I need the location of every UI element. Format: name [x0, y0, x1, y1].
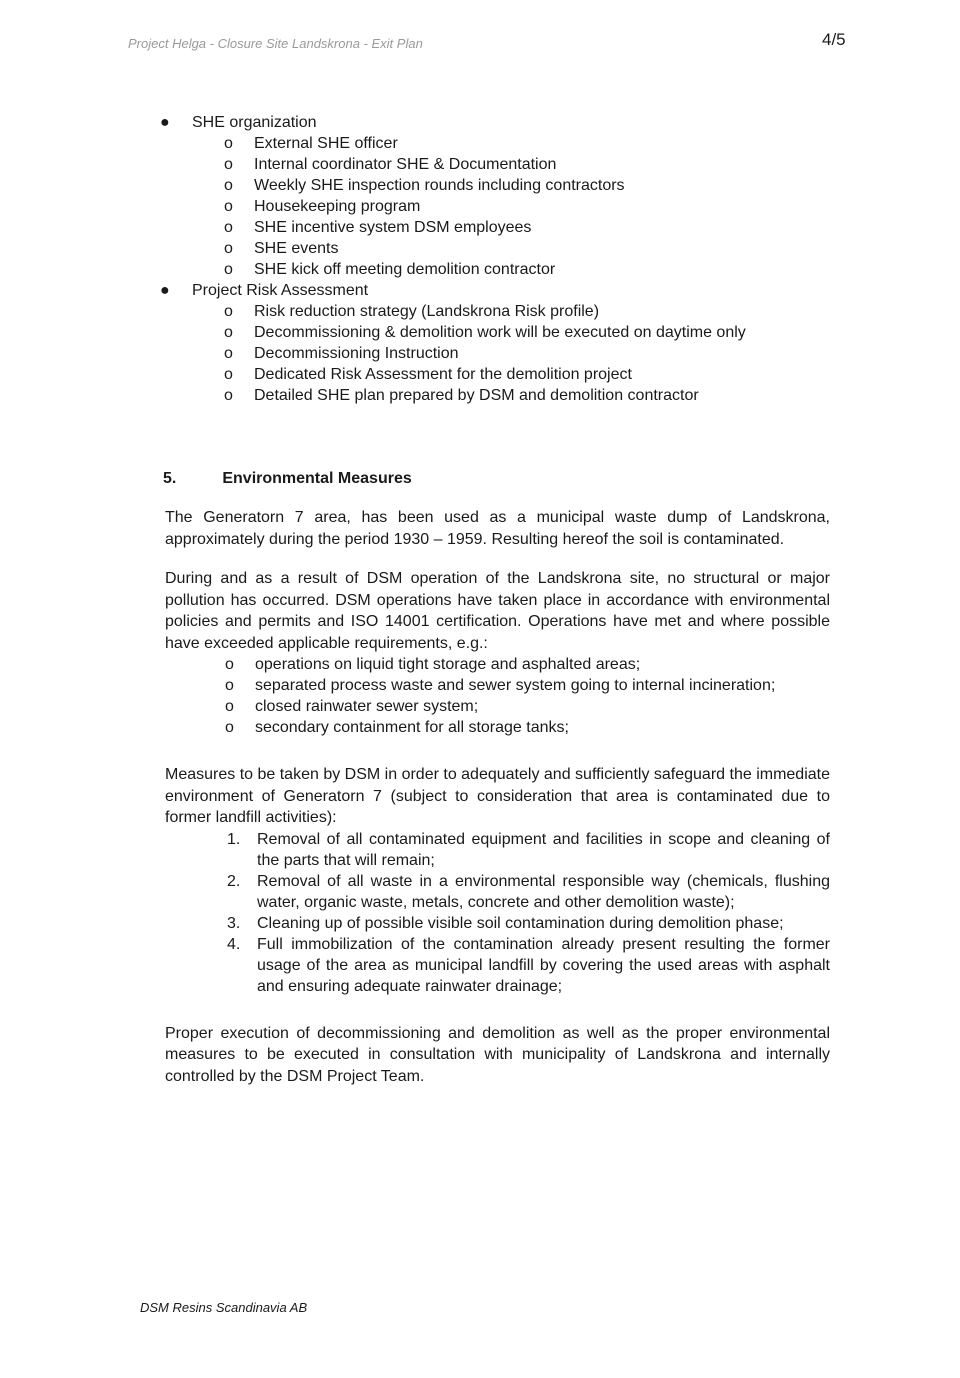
list-item: [165, 717, 830, 738]
list-item: [165, 913, 830, 934]
bullet-item-she-organization: [150, 112, 830, 133]
document-header-title: Project Helga - Closure Site Landskrona - Exit Plan: [128, 36, 423, 51]
circle-bullet-icon: o: [224, 240, 233, 257]
bullet-icon: ●: [160, 282, 170, 299]
section-title: Environmental Measures: [222, 470, 412, 487]
list-item-text: operations on liquid tight storage and asphalted areas;: [255, 656, 641, 673]
circle-bullet-icon: o: [224, 261, 233, 278]
list-item: [165, 675, 830, 696]
circle-bullet-icon: o: [224, 366, 233, 383]
sub-bullet-text: Detailed SHE plan prepared by DSM and demolition contractor: [254, 387, 699, 404]
list-item-text: closed rainwater sewer system;: [255, 698, 479, 715]
circle-bullet-icon: o: [225, 677, 234, 694]
sub-bullet-item: [150, 301, 830, 322]
paragraph: During and as a result of DSM operation of the Landskrona site, no structural or major pollution has occurred. DSM operations have taken place in accordance with environmental policies and permits and ISO 14001 certification. Operations have met and where possible have exceeded applicable requirements, e.g.:: [165, 570, 830, 652]
sub-bullet-text: Decommissioning Instruction: [254, 345, 459, 362]
list-item: [165, 654, 830, 675]
circle-bullet-icon: o: [224, 156, 233, 173]
circle-bullet-icon: o: [224, 135, 233, 152]
page-number: 4/5: [822, 30, 846, 49]
section-heading: [163, 468, 830, 489]
list-item-number: 4.: [227, 935, 241, 953]
list-item: [165, 696, 830, 717]
paragraph: Proper execution of decommissioning and demolition as well as the proper environmental measures to be executed in consultation with municipality of Landskrona and internally controlled by the DSM Project Team.: [165, 1024, 830, 1085]
circle-bullet-icon: o: [225, 656, 234, 673]
section-number: 5.: [163, 470, 177, 487]
sub-bullet-text: SHE incentive system DSM employees: [254, 219, 532, 236]
list-item: [165, 934, 830, 997]
list-item-text: Removal of all waste in a environmental responsible way (chemicals, flushing water, organic waste, metals, concrete and other demolition waste);: [257, 872, 830, 911]
circle-bullet-icon: o: [224, 387, 233, 404]
list-item: [165, 871, 830, 913]
circle-bullet-icon: o: [224, 198, 233, 215]
sub-bullet-text: Decommissioning & demolition work will be executed on daytime only: [254, 324, 746, 341]
list-item-text: separated process waste and sewer system going to internal incineration;: [255, 677, 776, 694]
sub-bullet-item: [150, 343, 830, 364]
bullet-item-project-risk-assessment: [150, 280, 830, 301]
bullet-label: Project Risk Assessment: [192, 282, 369, 299]
sub-bullet-item: [150, 196, 830, 217]
circle-bullet-icon: o: [224, 345, 233, 362]
list-item-number: 3.: [227, 914, 241, 932]
sub-bullet-text: Dedicated Risk Assessment for the demolition project: [254, 366, 632, 383]
sub-bullet-item: [150, 259, 830, 280]
sub-bullet-item: [150, 154, 830, 175]
circle-bullet-icon: o: [224, 219, 233, 236]
list-item-text: Full immobilization of the contamination already present resulting the former usage of the area as municipal landfill by covering the used areas with asphalt and ensuring adequate rainwater drainage;: [257, 935, 830, 995]
paragraph: Measures to be taken by DSM in order to adequately and sufficiently safeguard the immediate environment of Generatorn 7 (subject to consideration that area is contaminated due to former landfill activities):: [165, 766, 830, 826]
circle-bullet-icon: o: [224, 177, 233, 194]
document-body: [150, 112, 830, 1103]
measures-list: [165, 829, 830, 997]
sub-bullet-text: Internal coordinator SHE & Documentation: [254, 156, 557, 173]
requirements-list: [165, 654, 830, 738]
bullet-label: SHE organization: [192, 114, 317, 131]
sub-bullet-item: [150, 322, 830, 343]
sub-bullet-text: SHE kick off meeting demolition contractor: [254, 261, 556, 278]
circle-bullet-icon: o: [224, 303, 233, 320]
sub-bullet-text: SHE events: [254, 240, 339, 257]
sub-bullet-item: [150, 238, 830, 259]
sub-bullet-item: [150, 364, 830, 385]
list-item-number: 1.: [227, 830, 241, 848]
sub-bullet-text: Risk reduction strategy (Landskrona Risk profile): [254, 303, 600, 320]
sub-bullet-text: Weekly SHE inspection rounds including contractors: [254, 177, 625, 194]
sub-bullet-item: [150, 133, 830, 154]
list-item-text: secondary containment for all storage tanks;: [255, 719, 569, 736]
circle-bullet-icon: o: [225, 698, 234, 715]
bullet-icon: ●: [160, 114, 170, 131]
circle-bullet-icon: o: [224, 324, 233, 341]
sub-bullet-item: [150, 217, 830, 238]
list-item-number: 2.: [227, 872, 241, 890]
circle-bullet-icon: o: [225, 719, 234, 736]
footer-company: DSM Resins Scandinavia AB: [140, 1300, 308, 1315]
sub-bullet-text: External SHE officer: [254, 135, 398, 152]
sub-bullet-text: Housekeeping program: [254, 198, 421, 215]
sub-bullet-item: [150, 385, 830, 406]
list-item-text: Removal of all contaminated equipment and facilities in scope and cleaning of the parts that will remain;: [257, 830, 830, 869]
list-item-text: Cleaning up of possible visible soil contamination during demolition phase;: [257, 914, 784, 932]
paragraph: The Generatorn 7 area, has been used as a municipal waste dump of Landskrona, approximately during the period 1930 – 1959. Resulting hereof the soil is contaminated.: [165, 509, 830, 548]
sub-bullet-item: [150, 175, 830, 196]
list-item: [165, 829, 830, 871]
